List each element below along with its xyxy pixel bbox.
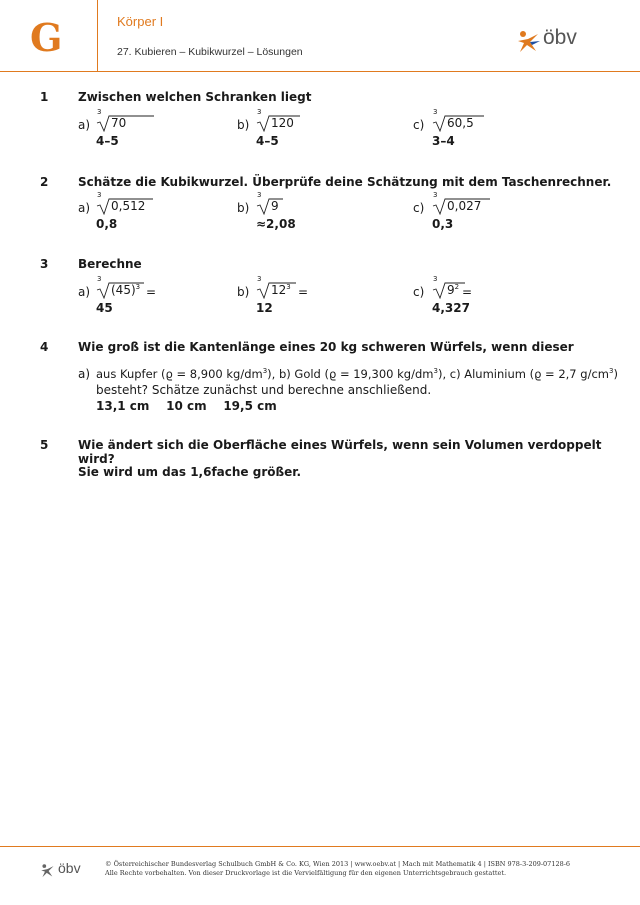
oebv-star-icon [516,29,542,55]
task-4-answers: 13,1 cm 10 cm 19,5 cm [96,399,277,413]
task-1b-label: b) [237,118,250,132]
task-1b-answer: 4–5 [256,134,279,148]
task-1c-label: c) [413,118,425,132]
footer-logo-text: öbv [58,860,81,876]
task-3b-answer: 12 [256,301,273,315]
task-3a-label: a) [78,285,91,299]
task-3-number: 3 [40,257,49,271]
task-3b-label: b) [237,285,250,299]
header-rule [0,71,640,72]
task-2b-answer: ≈2,08 [256,217,296,231]
task-3-title: Berechne [78,257,142,271]
footer-copyright: © Österreichischer Bundesverlag Schulbuch GmbH & Co. KG, Wien 2013 | www.oebv.at | Mach mit Mathematik 4 | ISBN 978-3-209-07128-6 Alle Rechte vorbehalten. Von dieser Druckvorlage ist die Vervielfältigung für den eigenen Unterrichtsgebrauch gestattet. [105,860,571,877]
header-divider [97,0,98,72]
page-header [0,0,640,72]
task-3c-answer: 4,327 [432,301,470,315]
task-1-number: 1 [40,90,49,104]
task-4-materials: aus Kupfer (ϱ = 8,900 $kg/dm^3$), b) Gold (ϱ = 19,300 $kg/dm^3$), c) Aluminium (ϱ = 2,7 $g/cm^3$) [96,367,618,381]
logo-text: öbv [543,26,577,49]
section-letter: G [30,15,63,60]
oebv-star-icon [40,863,56,879]
task-4-title: Wie groß ist die Kantenlänge eines 20 kg schweren Würfels, wenn dieser [78,340,574,354]
task-4-label: a) [78,367,91,381]
chapter-title: Körper I [117,14,164,29]
task-2c-label: c) [413,201,425,215]
task-2-number: 2 [40,175,49,189]
task-2-title: Schätze die Kubikwurzel. Überprüfe deine Schätzung mit dem Taschenrechner. [78,175,612,189]
task-1a-label: a) [78,118,91,132]
task-5-title: Wie ändert sich die Oberfläche eines Würfels, wenn sein Volumen verdoppelt wird? [78,438,602,466]
task-2c-answer: 0,3 [432,217,454,231]
task-1-title: Zwischen welchen Schranken liegt [78,90,312,104]
task-2a-label: a) [78,201,91,215]
task-2a-answer: 0,8 [96,217,118,231]
task-3b-equals: = [298,285,309,299]
task-3c-label: c) [413,285,425,299]
task-3c-equals: = [462,285,473,299]
task-1a-answer: 4–5 [96,134,119,148]
task-3a-answer: 45 [96,301,113,315]
task-4-number: 4 [40,340,49,354]
page-subtitle: 27. Kubieren – Kubikwurzel – Lösungen [117,46,303,58]
task-5-answer: Sie wird um das 1,6fache größer. [78,465,302,479]
footer-rule [0,846,640,847]
task-4-instruction: besteht? Schätze zunächst und berechne anschließend. [96,383,432,397]
task-5-number: 5 [40,438,49,452]
task-2b-label: b) [237,201,250,215]
task-3a-equals: = [146,285,157,299]
task-1c-answer: 3–4 [432,134,455,148]
